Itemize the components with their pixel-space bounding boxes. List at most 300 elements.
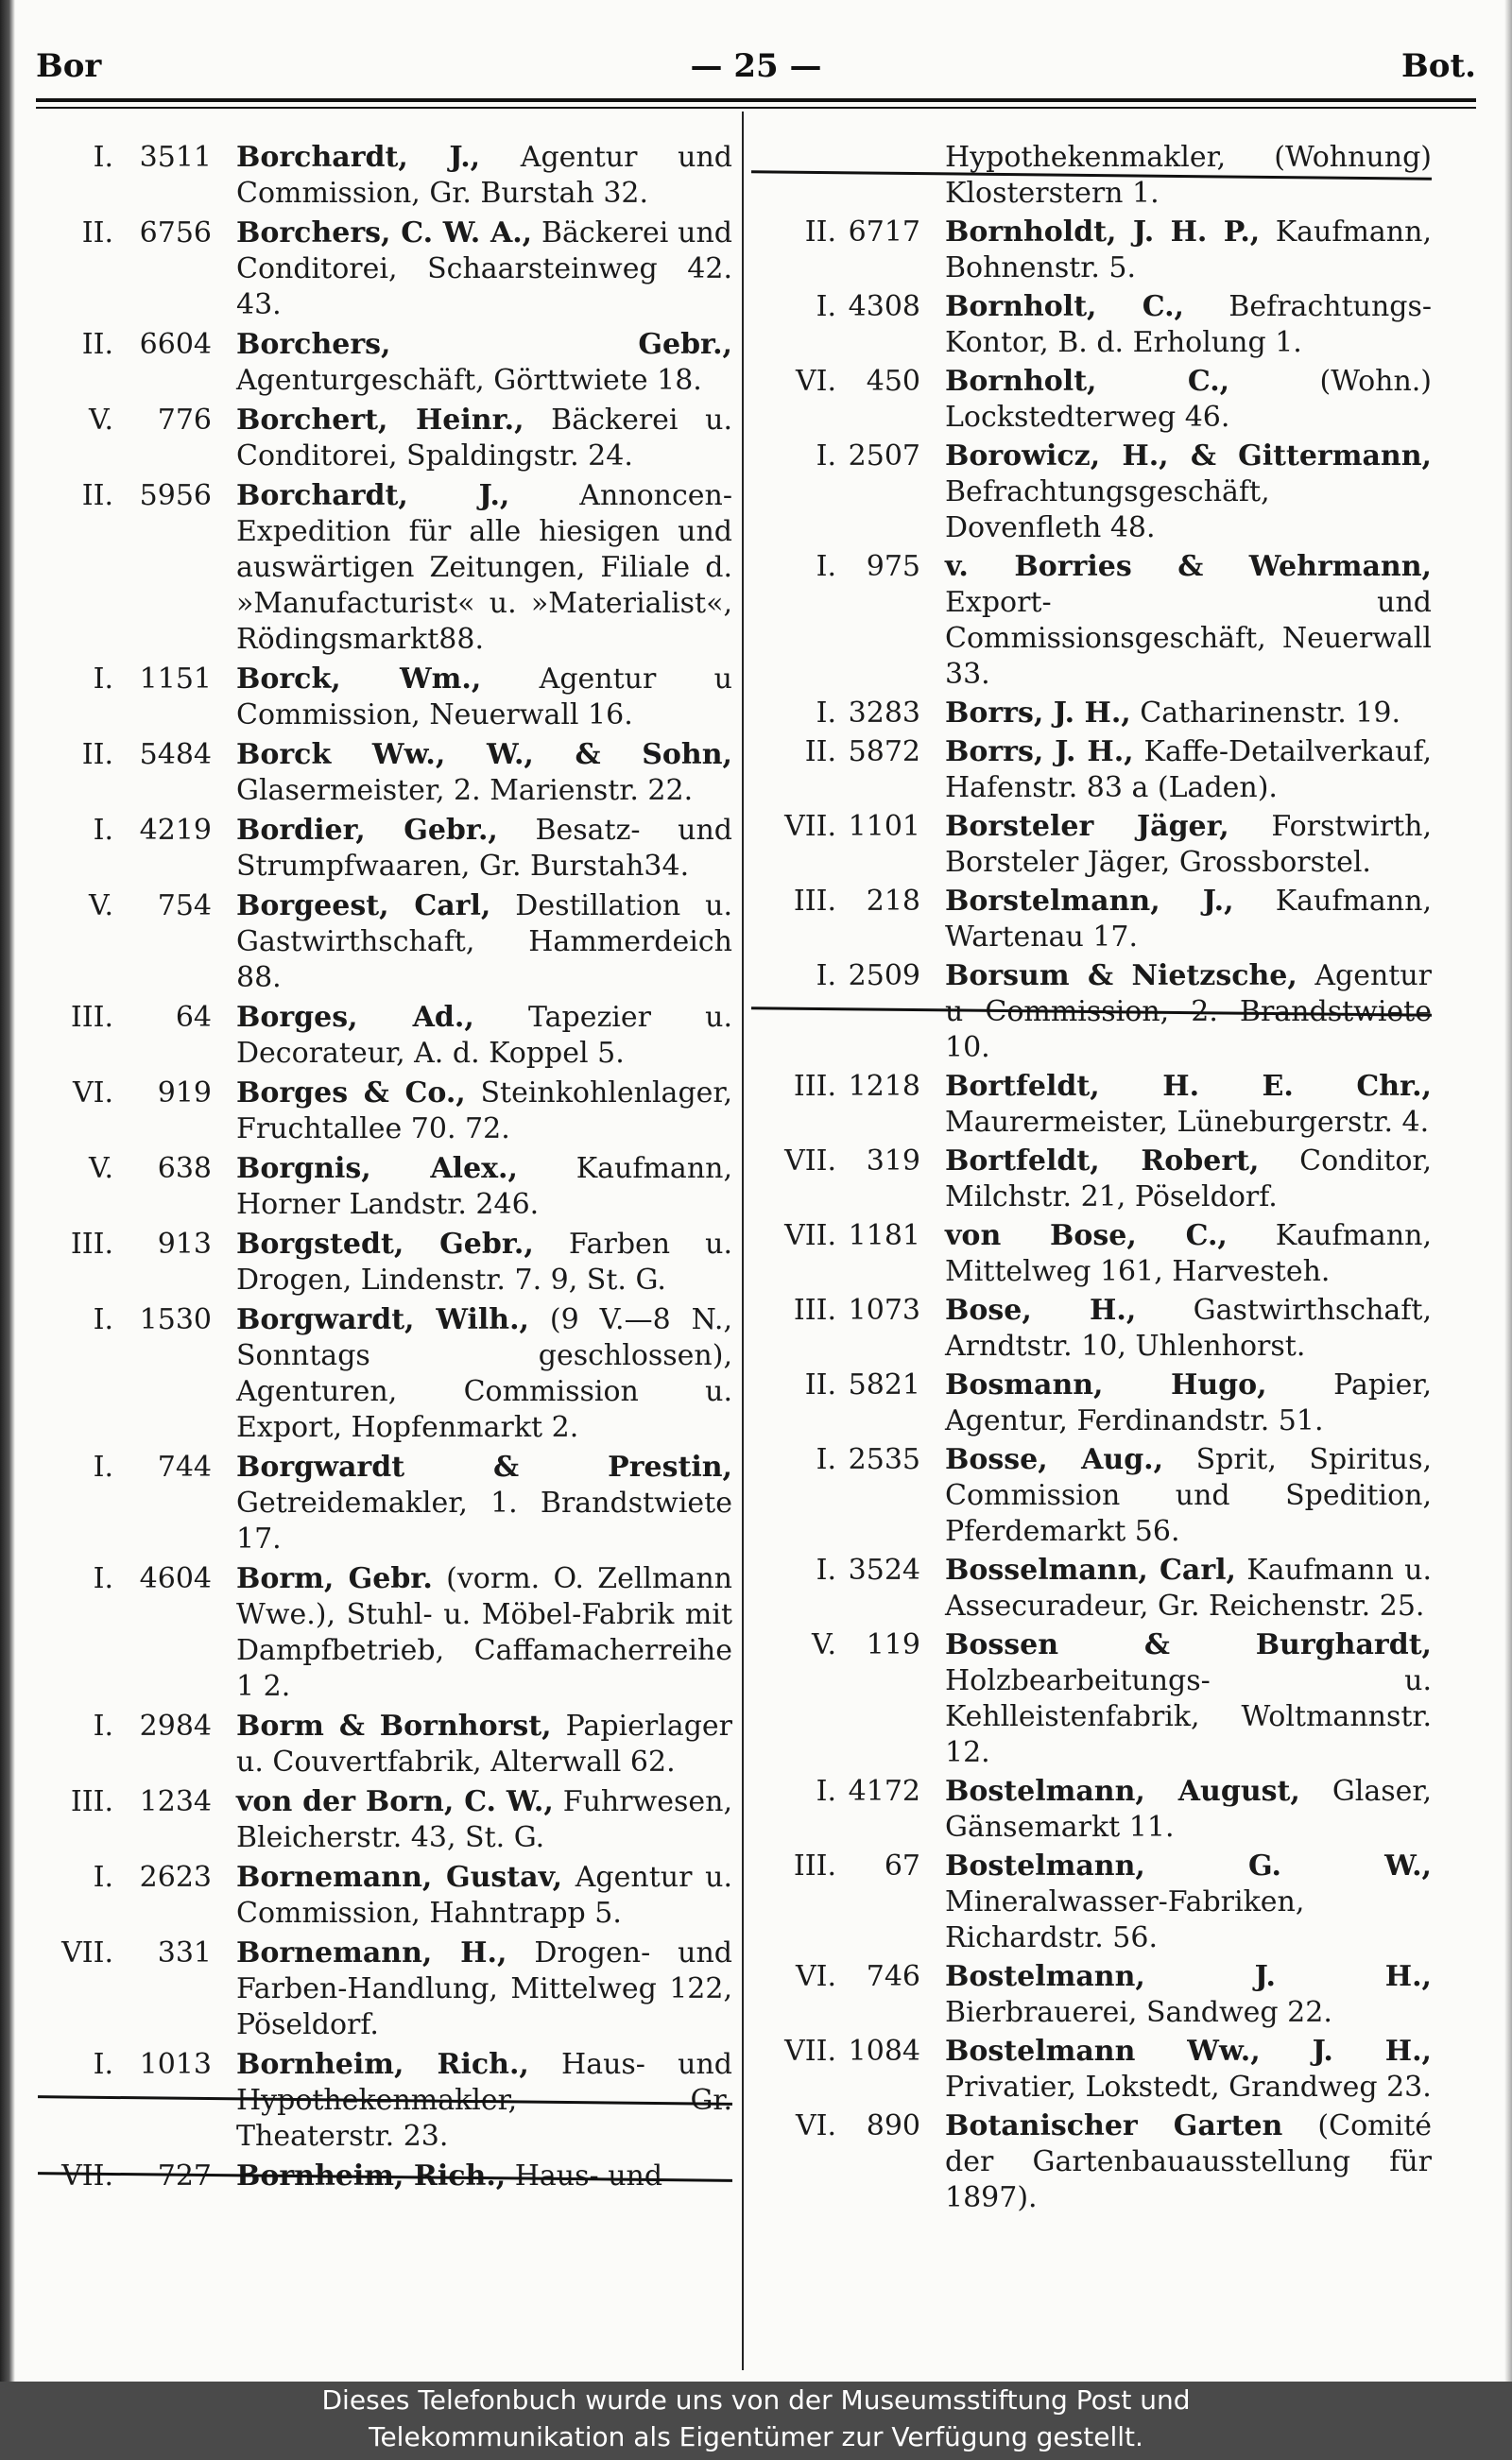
exchange-office: VII.: [61, 2159, 113, 2193]
exchange-office: I.: [93, 1562, 113, 1595]
subscriber-details: Agentur u. Commission, Hahntrapp 5.: [236, 1861, 733, 1930]
subscriber-details: Befrachtungsgeschäft, Dovenfleth 48.: [945, 475, 1270, 544]
line-number: 4219: [139, 814, 212, 847]
subscriber-name: Borgstedt, Gebr.,: [236, 1228, 534, 1261]
phone-number: [751, 1553, 945, 1589]
subscriber-details: Besatz- und Strumpfwaaren, Gr. Burstah34.: [236, 814, 732, 883]
line-number: 331: [157, 1936, 212, 1970]
line-number: 727: [157, 2159, 212, 2193]
exchange-office: VI.: [795, 2109, 836, 2142]
entry-text: [236, 1151, 732, 1223]
header-rule-thick: [36, 98, 1476, 102]
subscriber-details: Tapezier u. Decorateur, A. d. Koppel 5.: [236, 1001, 733, 1070]
phone-number: [751, 1442, 945, 1478]
directory-entry: [38, 2159, 732, 2194]
phone-number: [751, 1627, 945, 1663]
phone-number: [751, 549, 945, 585]
subscriber-name: Bose, H.,: [945, 1294, 1137, 1327]
phone-number: [38, 327, 236, 363]
exchange-office: VI.: [72, 1076, 113, 1110]
exchange-office: II.: [804, 735, 836, 768]
phone-number: [751, 809, 945, 845]
subscriber-name: Borsteler Jäger,: [945, 810, 1229, 843]
subscriber-name: Botanischer Garten: [945, 2109, 1283, 2142]
subscriber-name: Borsum & Nietzsche,: [945, 959, 1297, 992]
directory-entry: [751, 1368, 1432, 1439]
subscriber-details: Haus- und Hypothekenmakler, Gr. Theaterstr. 23.: [236, 2048, 732, 2153]
subscriber-name: Borchers, Gebr.,: [236, 328, 732, 361]
entry-text: [945, 1368, 1432, 1439]
entry-text: [236, 2159, 732, 2194]
subscriber-name: Borgeest, Carl,: [236, 889, 491, 922]
subscriber-details: Annoncen-Expedition für alle hiesigen und auswärtigen Zeitungen, Filiale d. »Manufacturist« u. »Materialist«, Rödingsmarkt88.: [236, 479, 732, 656]
exchange-office: II.: [804, 1368, 836, 1402]
line-number: 5872: [848, 735, 920, 768]
subscriber-name: Bosselmann, Carl,: [945, 1554, 1236, 1587]
subscriber-name: Bostelmann, G. W.,: [945, 1849, 1432, 1883]
subscriber-details: Drogen- und Farben-Handlung, Mittelweg 122, Pöseldorf.: [236, 1936, 732, 2041]
subscriber-details: Mineralwasser-Fabriken, Richardstr. 56.: [945, 1885, 1305, 1954]
line-number: 5484: [139, 738, 212, 771]
subscriber-name: Bostelmann Ww., J. H.,: [945, 2035, 1432, 2068]
exchange-office: VI.: [795, 1960, 836, 1993]
subscriber-name: Borges, Ad.,: [236, 1001, 474, 1034]
subscriber-name: Borges & Co.,: [236, 1076, 466, 1110]
entry-text: [945, 958, 1432, 1066]
line-number: 6756: [139, 216, 212, 249]
subscriber-details: Bäckerei u. Conditorei, Spaldingstr. 24.: [236, 404, 732, 473]
directory-entry: [38, 2047, 732, 2155]
phone-number: [751, 1069, 945, 1105]
entry-text: [236, 140, 732, 212]
entry-text: [945, 1627, 1432, 1771]
line-number: 1234: [139, 1785, 212, 1818]
subscriber-details: Sprit, Spiritus, Commission und Spedition, Pferdemarkt 56.: [945, 1443, 1433, 1548]
phone-number: [38, 1075, 236, 1111]
phone-number: [751, 289, 945, 325]
directory-entry: [38, 813, 732, 885]
subscriber-name: Bornheim, Rich.,: [236, 2048, 529, 2081]
subscriber-details: Kaufmann, Wartenau 17.: [945, 885, 1432, 954]
phone-number: [751, 2034, 945, 2070]
line-number: 2507: [848, 439, 920, 473]
phone-number: [751, 696, 945, 731]
line-number: 1013: [139, 2048, 212, 2081]
exchange-office: I.: [93, 1303, 113, 1336]
entry-text: [945, 439, 1432, 546]
subscriber-details: Agentur u Commission, 2. Brandstwiete 10.: [945, 959, 1432, 1064]
line-number: 1530: [139, 1303, 212, 1336]
exchange-office: I.: [93, 1861, 113, 1894]
exchange-office: II.: [81, 328, 113, 361]
subscriber-details: Kaffe-Detailverkauf, Hafenstr. 83 a (Laden).: [945, 735, 1432, 804]
phone-number: [38, 2047, 236, 2083]
line-number: 3283: [848, 697, 920, 730]
line-number: 776: [157, 404, 212, 437]
phone-number: [751, 734, 945, 770]
phone-number: [38, 813, 236, 849]
subscriber-name: Borck, Wm.,: [236, 662, 482, 696]
subscriber-details: Befrachtungs-Kontor, B. d. Erholung 1.: [945, 290, 1432, 359]
directory-entry: [38, 1784, 732, 1856]
entry-text: [945, 140, 1432, 212]
exchange-office: II.: [81, 479, 113, 512]
line-number: 4604: [139, 1562, 212, 1595]
directory-entry: [751, 215, 1432, 286]
exchange-office: III.: [70, 1001, 113, 1034]
exchange-office: V.: [89, 1152, 113, 1185]
subscriber-details: (Wohn.) Lockstedterweg 46.: [945, 365, 1433, 434]
phone-number: [751, 1774, 945, 1810]
directory-entry: [38, 1860, 732, 1932]
phone-number: [751, 1293, 945, 1329]
line-number: 119: [866, 1628, 920, 1661]
line-number: 218: [866, 885, 920, 918]
phone-number: [38, 1151, 236, 1187]
directory-entry: [751, 809, 1432, 881]
phone-number: [751, 1959, 945, 1995]
entry-text: [236, 2047, 732, 2155]
subscriber-name: von der Born, C. W.,: [236, 1785, 554, 1818]
directory-entry: [751, 884, 1432, 955]
subscriber-name: v. Borries & Wehrmann,: [945, 550, 1432, 583]
phone-number: [38, 1000, 236, 1036]
entry-text: [236, 327, 732, 399]
entry-text: [236, 1227, 732, 1299]
directory-entry: [751, 289, 1432, 361]
exchange-office: III.: [793, 1070, 836, 1103]
subscriber-details: Glaser, Gänsemarkt 11.: [945, 1775, 1433, 1844]
directory-entry: [751, 140, 1432, 212]
subscriber-details: Agentur u Commission, Neuerwall 16.: [236, 662, 733, 731]
phone-number: [751, 1218, 945, 1254]
directory-entry: [751, 1849, 1432, 1956]
subscriber-details: Forstwirth, Borsteler Jäger, Grossborstel.: [945, 810, 1432, 879]
entry-text: [236, 215, 732, 323]
directory-entry: [38, 1151, 732, 1223]
line-number: 6717: [848, 215, 920, 249]
phone-number: [38, 2159, 236, 2194]
directory-entry: [751, 1553, 1432, 1625]
subscriber-name: Borgwardt & Prestin,: [236, 1451, 732, 1484]
subscriber-name: Bortfeldt, H. E. Chr.,: [945, 1070, 1432, 1103]
subscriber-name: Borowicz, H., & Gittermann,: [945, 439, 1432, 473]
subscriber-details: Papierlager u. Couvertfabrik, Alterwall 62.: [236, 1710, 732, 1779]
exchange-office: I.: [816, 959, 836, 992]
directory-entry: [38, 403, 732, 474]
entry-text: [236, 888, 732, 996]
page-edge-shadow: [0, 0, 15, 2382]
subscriber-name: von Bose, C.,: [945, 1219, 1228, 1252]
line-number: 890: [866, 2109, 920, 2142]
subscriber-name: Bornemann, Gustav,: [236, 1861, 563, 1894]
entry-text: [236, 1000, 732, 1072]
exchange-office: VII.: [784, 2035, 836, 2068]
exchange-office: III.: [793, 1294, 836, 1327]
phone-number: [751, 215, 945, 250]
exchange-office: III.: [793, 885, 836, 918]
exchange-office: VI.: [795, 365, 836, 398]
directory-entry: [38, 1075, 732, 1147]
column-divider: [742, 112, 744, 2370]
entry-text: [945, 734, 1432, 806]
right-column: [751, 140, 1432, 2219]
exchange-office: I.: [93, 2048, 113, 2081]
subscriber-name: Bornholt, C.,: [945, 290, 1184, 323]
line-number: 64: [175, 1001, 212, 1034]
subscriber-name: Borgnis, Alex.,: [236, 1152, 518, 1185]
phone-number: [38, 662, 236, 697]
phone-number: [38, 1860, 236, 1896]
exchange-office: III.: [70, 1785, 113, 1818]
phone-number: [38, 1935, 236, 1971]
directory-entry: [751, 734, 1432, 806]
subscriber-details: Maurermeister, Lüneburgerstr. 4.: [945, 1106, 1430, 1139]
header-left-catchword: Bor: [36, 47, 102, 85]
directory-entry: [38, 215, 732, 323]
subscriber-name: Borchardt, J.,: [236, 141, 481, 174]
exchange-office: VII.: [784, 1219, 836, 1252]
phone-number: [38, 888, 236, 924]
exchange-office: III.: [793, 1849, 836, 1883]
entry-text: [236, 813, 732, 885]
subscriber-details: Steinkohlenlager, Fruchtallee 70. 72.: [236, 1076, 732, 1145]
exchange-office: I.: [93, 662, 113, 696]
line-number: 754: [157, 889, 212, 922]
directory-entry: [38, 327, 732, 399]
directory-entry: [751, 958, 1432, 1066]
subscriber-details: Destillation u. Gastwirthschaft, Hammerdeich 88.: [236, 889, 733, 994]
phone-number: [751, 1144, 945, 1179]
exchange-office: V.: [89, 404, 113, 437]
exchange-office: III.: [70, 1228, 113, 1261]
phone-number: [751, 364, 945, 400]
exchange-office: I.: [816, 550, 836, 583]
line-number: 2509: [848, 959, 920, 992]
directory-entry: [751, 1442, 1432, 1550]
exchange-office: I.: [93, 1710, 113, 1743]
line-number: 1218: [848, 1070, 920, 1103]
entry-text: [236, 1302, 732, 1446]
exchange-office: I.: [816, 290, 836, 323]
phone-number: [38, 1784, 236, 1820]
line-number: 1073: [848, 1294, 920, 1327]
subscriber-name: Borchers, C. W. A.,: [236, 216, 533, 249]
phone-number: [38, 403, 236, 439]
exchange-office: V.: [812, 1628, 836, 1661]
entry-text: [236, 737, 732, 809]
subscriber-details: Holzbearbeitungs- u. Kehlleistenfabrik, Woltmannstr. 12.: [945, 1664, 1432, 1769]
phone-number: [751, 2108, 945, 2144]
entry-text: [945, 1144, 1432, 1215]
line-number: 4308: [848, 290, 920, 323]
phone-number: [38, 1709, 236, 1745]
subscriber-details: Bäckerei und Conditorei, Schaarsteinweg 42. 43.: [236, 216, 732, 321]
directory-entry: [38, 1709, 732, 1780]
page-edge-shadow-right: [1504, 0, 1512, 2382]
phone-number: [751, 1368, 945, 1403]
subscriber-details: Fuhrwesen, Bleicherstr. 43, St. G.: [236, 1785, 732, 1854]
footer-line-1: Dieses Telefonbuch wurde uns von der Museumsstiftung Post und: [321, 2384, 1191, 2416]
directory-entry: [38, 1935, 732, 2043]
subscriber-name: Borstelmann, J.,: [945, 885, 1234, 918]
line-number: 5821: [848, 1368, 920, 1402]
entry-text: [945, 2108, 1432, 2216]
exchange-office: I.: [816, 439, 836, 473]
directory-entry: [751, 1293, 1432, 1365]
exchange-office: V.: [89, 889, 113, 922]
entry-text: [945, 1293, 1432, 1365]
directory-entry: [751, 364, 1432, 436]
subscriber-name: Borrs, J. H.,: [945, 735, 1134, 768]
entry-text: [945, 2034, 1432, 2106]
entry-text: [236, 478, 732, 658]
subscriber-name: Borm & Bornhorst,: [236, 1710, 552, 1743]
entry-text: [236, 1075, 732, 1147]
line-number: 1181: [848, 1219, 920, 1252]
subscriber-details: Getreidemakler, 1. Brandstwiete 17.: [236, 1487, 732, 1556]
directory-entry: [38, 478, 732, 658]
exchange-office: VII.: [61, 1936, 113, 1970]
phone-number: [751, 1849, 945, 1884]
entry-text: [236, 403, 732, 474]
phone-number: [751, 439, 945, 474]
entry-text: [236, 1860, 732, 1932]
header-right-catchword: Bot.: [1401, 47, 1476, 85]
directory-entry: [38, 140, 732, 212]
subscriber-details: Agentur und Commission, Gr. Burstah 32.: [236, 141, 732, 210]
line-number: 975: [866, 550, 920, 583]
phone-number: [751, 884, 945, 920]
page-number: — 25 —: [690, 47, 822, 85]
subscriber-name: Borm, Gebr.: [236, 1562, 433, 1595]
line-number: 744: [157, 1451, 212, 1484]
entry-text: [945, 884, 1432, 955]
subscriber-details: Conditor, Milchstr. 21, Pöseldorf.: [945, 1144, 1432, 1213]
subscriber-details: Glasermeister, 2. Marienstr. 22.: [236, 774, 694, 807]
line-number: 1101: [848, 810, 920, 843]
entry-text: [945, 549, 1432, 693]
line-number: 2984: [139, 1710, 212, 1743]
line-number: 450: [866, 365, 920, 398]
subscriber-name: Borgwardt, Wilh.,: [236, 1303, 529, 1336]
subscriber-details: Bierbrauerei, Sandweg 22.: [945, 1996, 1332, 2029]
exchange-office: I.: [816, 1443, 836, 1476]
subscriber-details: Kaufmann, Horner Landstr. 246.: [236, 1152, 732, 1221]
entry-text: [945, 1849, 1432, 1956]
entry-text: [236, 1561, 732, 1705]
entry-text: [236, 662, 732, 733]
entry-text: [945, 696, 1432, 731]
line-number: 1084: [848, 2035, 920, 2068]
exchange-office: I.: [93, 141, 113, 174]
entry-text: [945, 1553, 1432, 1625]
subscriber-details: Agenturgeschäft, Görttwiete 18.: [236, 364, 702, 397]
line-number: 2535: [848, 1443, 920, 1476]
subscriber-name: Bornholt, C.,: [945, 365, 1230, 398]
subscriber-name: Bostelmann, J. H.,: [945, 1960, 1432, 1993]
subscriber-name: Bornholdt, J. H. P.,: [945, 215, 1261, 249]
directory-entry: [751, 1144, 1432, 1215]
entry-text: [236, 1935, 732, 2043]
subscriber-details: Catharinenstr. 19.: [1130, 697, 1400, 730]
phone-number: [38, 1302, 236, 1338]
entry-text: [945, 215, 1432, 286]
subscriber-details: (Comité der Gartenbauausstellung für 1897).: [945, 2109, 1432, 2214]
subscriber-details: Export- und Commissionsgeschäft, Neuerwall 33.: [945, 586, 1432, 691]
directory-entry: [751, 1959, 1432, 2031]
subscriber-name: Borchert, Heinr.,: [236, 404, 524, 437]
directory-entry: [751, 2108, 1432, 2216]
subscriber-details: Gastwirthschaft, Arndtstr. 10, Uhlenhorst.: [945, 1294, 1432, 1363]
page-header: [36, 47, 1476, 95]
header-rule-thin: [36, 107, 1476, 109]
subscriber-details: (vorm. O. Zellmann Wwe.), Stuhl- u. Möbel-Fabrik mit Dampfbetrieb, Caffamacherreihe 1 2.: [236, 1562, 732, 1703]
line-number: 67: [884, 1849, 920, 1883]
subscriber-details: Haus- und: [506, 2159, 663, 2193]
phone-number: [38, 215, 236, 251]
subscriber-name: Bossen & Burghardt,: [945, 1628, 1432, 1661]
entry-text: [945, 1442, 1432, 1550]
exchange-office: I.: [816, 1554, 836, 1587]
subscriber-name: Bornemann, H.,: [236, 1936, 507, 1970]
subscriber-name: Bostelmann, August,: [945, 1775, 1300, 1808]
subscriber-name: Bosse, Aug.,: [945, 1443, 1164, 1476]
entry-text: [945, 1959, 1432, 2031]
phone-number: [38, 1450, 236, 1486]
entry-text: [236, 1784, 732, 1856]
subscriber-details: Hypothekenmakler, (Wohnung) Klosterstern 1.: [945, 141, 1432, 210]
directory-entry: [751, 2034, 1432, 2106]
exchange-office: I.: [816, 697, 836, 730]
line-number: 4172: [848, 1775, 920, 1808]
subscriber-name: Bordier, Gebr.,: [236, 814, 498, 847]
line-number: 5956: [139, 479, 212, 512]
phone-number: [38, 1561, 236, 1597]
line-number: 919: [157, 1076, 212, 1110]
exchange-office: I.: [93, 814, 113, 847]
subscriber-name: Bornheim, Rich.,: [236, 2159, 507, 2193]
directory-entry: [751, 1069, 1432, 1141]
line-number: 638: [157, 1152, 212, 1185]
directory-entry: [751, 696, 1432, 731]
directory-entry: [38, 1227, 732, 1299]
directory-entry: [751, 549, 1432, 693]
phone-number: [38, 478, 236, 514]
phone-number: [38, 1227, 236, 1263]
line-number: 6604: [139, 328, 212, 361]
line-number: 913: [157, 1228, 212, 1261]
entry-text: [945, 1218, 1432, 1290]
phone-number: [38, 737, 236, 773]
subscriber-details: Papier, Agentur, Ferdinandstr. 51.: [945, 1368, 1432, 1437]
directory-entry: [38, 1302, 732, 1446]
subscriber-name: Borck Ww., W., & Sohn,: [236, 738, 732, 771]
exchange-office: I.: [93, 1451, 113, 1484]
line-number: 319: [866, 1144, 920, 1178]
line-number: 746: [866, 1960, 920, 1993]
subscriber-details: Kaufmann, Bohnenstr. 5.: [945, 215, 1432, 284]
entry-text: [236, 1709, 732, 1780]
line-number: 3511: [139, 141, 212, 174]
directory-entry: [751, 439, 1432, 546]
directory-entry: [751, 1218, 1432, 1290]
exchange-office: II.: [804, 215, 836, 249]
subscriber-name: Bortfeldt, Robert,: [945, 1144, 1260, 1178]
exchange-office: VII.: [784, 810, 836, 843]
exchange-office: II.: [81, 216, 113, 249]
entry-text: [945, 289, 1432, 361]
